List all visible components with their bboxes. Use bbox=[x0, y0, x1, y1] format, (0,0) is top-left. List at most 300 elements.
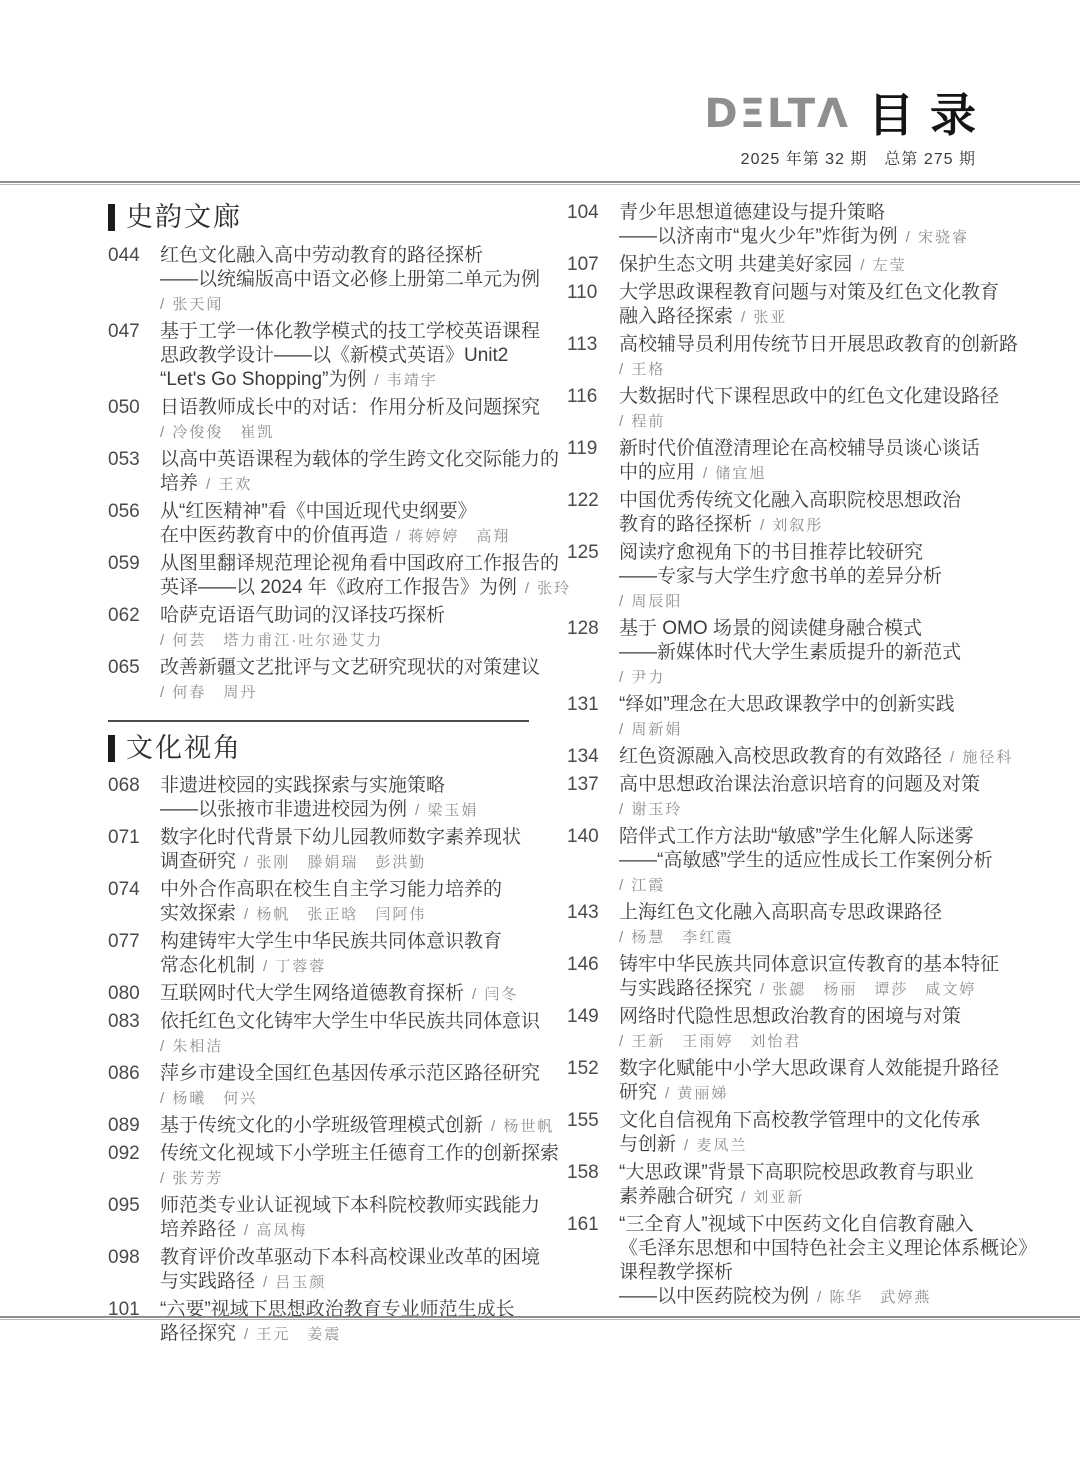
toc-entry bbox=[108, 1142, 560, 1191]
entry-lines bbox=[619, 1161, 988, 1210]
entry-authors: / 蒋婷婷 高翔 bbox=[396, 527, 511, 545]
entry-line bbox=[619, 901, 988, 925]
entry-lines bbox=[160, 244, 541, 317]
entry-title-text: 与实践路径 bbox=[160, 1271, 256, 1293]
entry-page-number: 044 bbox=[108, 244, 140, 266]
entry-page-number: 074 bbox=[108, 879, 140, 901]
entry-line bbox=[160, 1246, 541, 1270]
section-divider bbox=[108, 720, 529, 722]
toc-entry bbox=[108, 982, 529, 1007]
entry-line bbox=[160, 954, 529, 979]
entry-line bbox=[619, 1005, 988, 1029]
entry-lines bbox=[160, 500, 529, 549]
section-title: 文化视角 bbox=[126, 732, 242, 763]
entry-page-number: 092 bbox=[108, 1143, 140, 1165]
entry-page-number: 050 bbox=[108, 396, 140, 418]
entry-title-text: 日语教师成长中的对话：作用分析及问题探究 bbox=[160, 396, 541, 418]
entry-title-text: 陪伴式工作方法助“敏感”学生化解人际迷雾 bbox=[619, 826, 974, 847]
entry-line bbox=[619, 1237, 1038, 1261]
entry-lines bbox=[619, 745, 1014, 770]
entry-page-number: 059 bbox=[108, 552, 140, 574]
entry-lines bbox=[160, 320, 541, 393]
entry-authors: / 丁蓉蓉 bbox=[263, 958, 327, 976]
entry-lines bbox=[160, 982, 529, 1007]
entry-line bbox=[619, 201, 988, 225]
entry-page-number: 113 bbox=[567, 334, 598, 355]
entry-page-number: 146 bbox=[567, 954, 599, 975]
entry-authors: / 王元 姜震 bbox=[244, 1326, 342, 1344]
entry-title-text: 哈萨克语语气助词的汉译技巧探析 bbox=[160, 604, 446, 626]
entry-lines bbox=[160, 1114, 555, 1139]
entry-page-number: 158 bbox=[567, 1162, 599, 1183]
entry-authors: / 谢玉玲 bbox=[619, 801, 683, 818]
entry-title-text: 素养融合研究 bbox=[619, 1186, 734, 1207]
entry-page-number: 080 bbox=[108, 983, 140, 1005]
entry-line bbox=[619, 385, 1000, 409]
entry-title-text: 数字化时代背景下幼儿园教师数字素养现状 bbox=[160, 827, 522, 849]
entry-title-text: 大学思政课程教育问题与对策及红色文化教育 bbox=[619, 282, 1000, 303]
section-header bbox=[108, 203, 529, 233]
entry-page-number: 116 bbox=[567, 386, 598, 407]
entry-lines bbox=[160, 1194, 541, 1243]
entry-authors: / 宋骁睿 bbox=[905, 229, 969, 246]
entry-lines bbox=[619, 901, 988, 950]
entry-authors: / 杨慧 李红霞 bbox=[619, 929, 734, 946]
toc-entry bbox=[567, 333, 1019, 382]
entry-line bbox=[619, 1285, 988, 1310]
entry-title-text: “三全育人”视域下中医药文化自信教育融入 bbox=[619, 1214, 974, 1235]
section-header bbox=[108, 734, 529, 764]
toc-entry bbox=[567, 901, 988, 950]
entry-authors: / 杨曦 何兴 bbox=[160, 1090, 258, 1108]
toc-entry bbox=[108, 930, 529, 979]
entry-title-text: 中国优秀传统文化融入高职院校思想政治 bbox=[619, 490, 962, 511]
entry-page-number: 089 bbox=[108, 1115, 140, 1137]
entry-line bbox=[619, 541, 988, 565]
entry-line bbox=[619, 977, 988, 1002]
entry-authors: / 冷俊俊 崔凯 bbox=[160, 423, 275, 441]
entry-title-text: 培养 bbox=[160, 472, 199, 494]
section-marker-bar bbox=[108, 735, 115, 762]
toc-entry bbox=[108, 878, 529, 927]
toc-entry bbox=[567, 745, 1014, 770]
toc-entry bbox=[108, 1114, 555, 1139]
entry-line bbox=[160, 1010, 541, 1034]
entry-title-text: 萍乡市建设全国红色基因传承示范区路径研究 bbox=[160, 1063, 541, 1085]
toc-entry bbox=[567, 825, 993, 898]
entry-page-number: 101 bbox=[108, 1299, 140, 1321]
entry-title-text: 依托红色文化铸牢大学生中华民族共同体意识 bbox=[160, 1011, 541, 1033]
entry-title-text: 互联网时代大学生网络道德教育探析 bbox=[160, 983, 465, 1005]
entry-lines bbox=[160, 604, 529, 653]
entry-line bbox=[160, 1218, 529, 1243]
entry-line bbox=[619, 1161, 988, 1185]
entry-lines bbox=[160, 1298, 529, 1347]
entry-lines bbox=[160, 1142, 560, 1191]
entry-line bbox=[160, 368, 529, 393]
entry-title-text: 实效探索 bbox=[160, 903, 237, 925]
entry-title-text: 上海红色文化融入高职高专思政课路径 bbox=[619, 902, 943, 923]
toc-entry bbox=[567, 773, 988, 822]
toc-entry bbox=[108, 604, 529, 653]
entry-title-text: 路径探究 bbox=[160, 1323, 237, 1345]
entry-line bbox=[619, 1109, 988, 1133]
entry-title-text: “Let's Go Shopping”为例 bbox=[160, 368, 367, 390]
toc-entry bbox=[108, 826, 529, 875]
entry-title-text: ——新媒体时代大学生素质提升的新范式 bbox=[619, 642, 962, 663]
entry-line bbox=[160, 1322, 529, 1347]
toc-entry bbox=[567, 693, 988, 742]
entry-line bbox=[619, 437, 988, 461]
entry-lines bbox=[619, 617, 988, 690]
toc-entry bbox=[567, 1057, 1000, 1106]
entry-line bbox=[160, 1086, 529, 1111]
entry-lines bbox=[619, 541, 988, 614]
entry-line bbox=[619, 665, 988, 690]
entry-title-text: 大数据时代下课程思政中的红色文化建设路径 bbox=[619, 386, 1000, 407]
entry-authors: / 韦靖宇 bbox=[374, 371, 438, 389]
entry-line bbox=[619, 281, 1000, 305]
entry-line bbox=[619, 1213, 988, 1237]
entry-line bbox=[160, 982, 529, 1007]
entry-title-text: 与创新 bbox=[619, 1134, 677, 1155]
entry-lines bbox=[160, 448, 560, 497]
delta-logo: DΞLTΛ bbox=[704, 91, 850, 137]
entry-page-number: 110 bbox=[567, 282, 598, 303]
entry-line bbox=[619, 305, 988, 330]
toc-entry bbox=[108, 1010, 541, 1059]
toc-entry bbox=[108, 244, 541, 317]
footer-rule bbox=[0, 1316, 1080, 1320]
entry-page-number: 137 bbox=[567, 774, 599, 795]
entry-title-text: 阅读疗愈视角下的书目推荐比较研究 bbox=[619, 542, 924, 563]
entry-title-text: “绎如”理念在大思政课教学中的创新实践 bbox=[619, 694, 955, 715]
entry-line bbox=[160, 798, 529, 823]
entry-page-number: 149 bbox=[567, 1006, 599, 1027]
entry-lines bbox=[619, 385, 1000, 434]
entry-authors: / 王欢 bbox=[206, 475, 253, 493]
entry-authors: / 储宜旭 bbox=[703, 465, 767, 482]
issue-info: 2025 年第 32 期 总第 275 期 bbox=[740, 151, 976, 168]
entry-authors: / 刘叙彤 bbox=[760, 517, 824, 534]
entry-line bbox=[160, 1142, 560, 1166]
entry-line bbox=[160, 268, 541, 292]
entry-title-text: 常态化机制 bbox=[160, 955, 256, 977]
toc-entry bbox=[567, 617, 988, 690]
entry-authors: / 杨帆 张正晗 闫阿伟 bbox=[244, 906, 427, 924]
entry-line bbox=[160, 1062, 541, 1086]
entry-line bbox=[619, 1185, 988, 1210]
entry-title-text: 中的应用 bbox=[619, 462, 696, 483]
entry-authors: / 刘亚新 bbox=[741, 1189, 805, 1206]
entry-authors: / 麦凤兰 bbox=[684, 1137, 748, 1154]
entry-page-number: 119 bbox=[567, 438, 598, 459]
entry-title-text: ——专家与大学生疗愈书单的差异分析 bbox=[619, 566, 943, 587]
entry-title-text: 教育评价改革驱动下本科高校课业改革的困境 bbox=[160, 1247, 541, 1269]
entry-authors: / 高凤梅 bbox=[244, 1222, 308, 1240]
entry-line bbox=[619, 797, 988, 822]
toc-entry bbox=[108, 396, 541, 445]
entry-title-text: 数字化赋能中小学大思政课育人效能提升路径 bbox=[619, 1058, 1000, 1079]
entry-line bbox=[619, 617, 988, 641]
entry-title-text: 基于工学一体化教学模式的技工学校英语课程 bbox=[160, 320, 541, 342]
entry-title-text: 以高中英语课程为载体的学生跨文化交际能力的 bbox=[160, 448, 560, 470]
entry-line bbox=[160, 656, 541, 680]
toc-entry bbox=[108, 552, 572, 601]
entry-title-text: ——以统编版高中语文必修上册第二单元为例 bbox=[160, 268, 541, 290]
entry-title-text: 从“红医精神”看《中国近现代史纲要》 bbox=[160, 500, 477, 522]
toc-entry bbox=[108, 774, 529, 823]
entry-line bbox=[160, 472, 529, 497]
entry-lines bbox=[160, 826, 529, 875]
entry-lines bbox=[619, 253, 988, 278]
entry-authors: / 闫冬 bbox=[472, 986, 519, 1004]
entry-line bbox=[160, 576, 572, 601]
entry-line bbox=[619, 953, 1000, 977]
entry-lines bbox=[619, 281, 1000, 330]
entry-line bbox=[160, 850, 529, 875]
entry-authors: / 张勰 杨丽 谭莎 咸文婷 bbox=[760, 981, 977, 998]
entry-page-number: 161 bbox=[567, 1214, 599, 1235]
toc-entry bbox=[108, 656, 541, 705]
entry-title-text: 研究 bbox=[619, 1082, 658, 1103]
entry-title-text: 从图里翻译规范理论视角看中国政府工作报告的 bbox=[160, 552, 560, 574]
entry-line bbox=[160, 344, 529, 368]
entry-line bbox=[619, 565, 988, 589]
entry-title-text: 非遗进校园的实践探索与实施策略 bbox=[160, 775, 446, 797]
entry-line bbox=[160, 1194, 541, 1218]
toc-entry bbox=[567, 201, 988, 250]
entry-line bbox=[160, 774, 529, 798]
entry-title-text: 师范类专业认证视域下本科院校教师实践能力 bbox=[160, 1195, 541, 1217]
entry-page-number: 071 bbox=[108, 827, 140, 849]
entry-line bbox=[619, 1081, 988, 1106]
toc-entry bbox=[108, 1062, 541, 1111]
entry-line bbox=[160, 292, 529, 317]
entry-page-number: 053 bbox=[108, 448, 140, 470]
entry-title-text: 网络时代隐性思想政治教育的困境与对策 bbox=[619, 1006, 962, 1027]
entry-page-number: 128 bbox=[567, 618, 599, 639]
entry-title-text: “大思政课”背景下高职院校思政教育与职业 bbox=[619, 1162, 974, 1183]
entry-page-number: 098 bbox=[108, 1247, 140, 1269]
entry-page-number: 056 bbox=[108, 500, 140, 522]
entry-line bbox=[160, 396, 541, 420]
entry-title-text: 与实践路径探究 bbox=[619, 978, 753, 999]
entry-page-number: 140 bbox=[567, 826, 599, 847]
entry-line bbox=[619, 489, 988, 513]
entry-line bbox=[619, 1057, 1000, 1081]
entry-title-text: 在中医药教育中的价值再造 bbox=[160, 524, 389, 546]
entry-line bbox=[619, 333, 1019, 357]
entry-line bbox=[160, 604, 529, 628]
entry-line bbox=[619, 693, 988, 717]
entry-lines bbox=[619, 201, 988, 250]
entry-authors: / 朱相洁 bbox=[160, 1038, 224, 1056]
entry-page-number: 077 bbox=[108, 931, 140, 953]
entry-authors: / 张玲 bbox=[524, 579, 572, 597]
entry-lines bbox=[619, 333, 1019, 382]
entry-line bbox=[619, 461, 988, 486]
toc-column-right bbox=[567, 201, 1038, 1350]
entry-lines bbox=[619, 1213, 1038, 1310]
entry-authors: / 左莹 bbox=[860, 257, 907, 274]
entry-page-number: 134 bbox=[567, 746, 599, 767]
entry-line bbox=[619, 717, 988, 742]
toc-entry bbox=[108, 500, 529, 549]
entry-page-number: 107 bbox=[567, 254, 599, 275]
toc-entry bbox=[108, 320, 541, 393]
entry-title-text: “六要”视域下思想政治教育专业师范生成长 bbox=[160, 1299, 515, 1321]
toc-columns bbox=[0, 185, 1080, 1350]
entry-line bbox=[619, 925, 988, 950]
entry-line bbox=[619, 773, 988, 797]
entry-lines bbox=[160, 552, 572, 601]
entry-line bbox=[160, 320, 541, 344]
entry-lines bbox=[619, 1005, 988, 1054]
entry-lines bbox=[619, 953, 1000, 1002]
entry-page-number: 104 bbox=[567, 202, 599, 223]
entry-line bbox=[160, 878, 529, 902]
entry-line bbox=[619, 589, 988, 614]
entry-lines bbox=[619, 773, 988, 822]
entry-authors: / 黄丽娣 bbox=[665, 1085, 729, 1102]
entry-authors: / 张刚 滕娟瑞 彭洪勤 bbox=[244, 854, 427, 872]
entry-authors: / 何芸 塔力甫江·吐尔逊艾力 bbox=[160, 631, 384, 649]
entry-authors: / 杨世帆 bbox=[491, 1118, 555, 1136]
entry-line bbox=[619, 745, 1014, 770]
section-marker-bar bbox=[108, 204, 115, 231]
entry-authors: / 吕玉颜 bbox=[263, 1274, 327, 1292]
entry-line bbox=[619, 849, 993, 873]
toc-entry bbox=[567, 437, 988, 486]
entry-lines bbox=[160, 930, 529, 979]
entry-line bbox=[619, 513, 988, 538]
entry-title-text: 传统文化视域下小学班主任德育工作的创新探索 bbox=[160, 1143, 560, 1165]
toc-entry bbox=[108, 1194, 541, 1243]
toc-entry bbox=[567, 253, 988, 278]
entry-line bbox=[619, 1133, 988, 1158]
toc-entry bbox=[567, 1161, 988, 1210]
entry-title-text: 融入路径探索 bbox=[619, 306, 734, 327]
entry-authors: / 张芳芳 bbox=[160, 1170, 224, 1188]
entry-line bbox=[160, 680, 529, 705]
entry-title-text: 基于传统文化的小学班级管理模式创新 bbox=[160, 1115, 484, 1137]
entry-line bbox=[619, 825, 988, 849]
entry-page-number: 068 bbox=[108, 775, 140, 797]
entry-page-number: 131 bbox=[567, 694, 599, 715]
entry-authors: / 张天闻 bbox=[160, 295, 224, 313]
toc-entry bbox=[108, 1246, 541, 1295]
entry-line bbox=[160, 1114, 555, 1139]
entry-line bbox=[160, 1034, 529, 1059]
entry-lines bbox=[160, 878, 529, 927]
entry-page-number: 086 bbox=[108, 1063, 140, 1085]
entry-lines bbox=[160, 1246, 541, 1295]
section-title: 史韵文廊 bbox=[126, 202, 242, 232]
entry-title-text: 高中思想政治课法治意识培育的问题及对策 bbox=[619, 774, 981, 795]
entry-line bbox=[619, 641, 988, 665]
entry-title-text: 高校辅导员利用传统节日开展思政教育的创新路 bbox=[619, 334, 1019, 355]
entry-line bbox=[619, 1261, 988, 1285]
entry-title-text: 构建铸牢大学生中华民族共同体意识教育 bbox=[160, 931, 503, 953]
entry-title-text: ——以济南市“鬼火少年”炸街为例 bbox=[619, 226, 898, 247]
toc-entry bbox=[567, 489, 988, 538]
entry-title-text: 培养路径 bbox=[160, 1219, 237, 1241]
entry-title-text: 青少年思想道德建设与提升策略 bbox=[619, 202, 886, 223]
entry-authors: / 程前 bbox=[619, 413, 666, 430]
entry-authors: / 江霞 bbox=[619, 877, 666, 894]
entry-line bbox=[619, 357, 988, 382]
entry-line bbox=[160, 628, 529, 653]
entry-title-text: 红色文化融入高中劳动教育的路径探析 bbox=[160, 244, 484, 266]
logo-row bbox=[704, 88, 992, 142]
entry-lines bbox=[619, 437, 988, 486]
entry-line bbox=[160, 448, 560, 472]
entry-line bbox=[619, 1029, 988, 1054]
toc-entry bbox=[567, 953, 1000, 1002]
entry-authors: / 周辰阳 bbox=[619, 593, 683, 610]
entry-title-text: 思政教学设计——以《新模式英语》Unit2 bbox=[160, 344, 509, 366]
entry-authors: / 王新 王雨婷 刘怡君 bbox=[619, 1033, 802, 1050]
entry-lines bbox=[619, 489, 988, 538]
entry-title-text: ——“高敏感”学生的适应性成长工作案例分析 bbox=[619, 850, 993, 871]
toc-entry bbox=[108, 448, 560, 497]
entry-title-text: ——以中医药院校为例 bbox=[619, 1286, 810, 1307]
entry-page-number: 095 bbox=[108, 1195, 140, 1217]
entry-title-text: 文化自信视角下高校教学管理中的文化传承 bbox=[619, 1110, 981, 1131]
entry-title-text: 基于 OMO 场景的阅读健身融合模式 bbox=[619, 618, 922, 639]
entry-authors: / 陈华 武婷燕 bbox=[817, 1289, 932, 1306]
entry-lines bbox=[160, 656, 541, 705]
entry-title-text: 改善新疆文艺批评与文艺研究现状的对策建议 bbox=[160, 656, 541, 678]
toc-column-left bbox=[108, 201, 572, 1350]
entry-line bbox=[160, 244, 529, 268]
page-header bbox=[0, 0, 1080, 169]
entry-line bbox=[160, 420, 529, 445]
entry-title-text: 调查研究 bbox=[160, 851, 237, 873]
toc-entry bbox=[108, 1298, 529, 1347]
entry-line bbox=[619, 225, 988, 250]
toc-entry bbox=[567, 1109, 988, 1158]
entry-authors: / 何春 周丹 bbox=[160, 683, 258, 701]
page-title: 目录 bbox=[868, 88, 992, 142]
entry-title-text: 红色资源融入高校思政教育的有效路径 bbox=[619, 746, 943, 767]
entry-lines bbox=[160, 774, 529, 823]
entry-page-number: 152 bbox=[567, 1058, 599, 1079]
entry-lines bbox=[160, 396, 541, 445]
entry-line bbox=[160, 1270, 529, 1295]
entry-lines bbox=[160, 1062, 541, 1111]
entry-line bbox=[160, 552, 560, 576]
entry-lines bbox=[619, 693, 988, 742]
entry-page-number: 155 bbox=[567, 1110, 599, 1131]
entry-line bbox=[160, 826, 529, 850]
entry-page-number: 062 bbox=[108, 604, 140, 626]
entry-lines bbox=[619, 1057, 1000, 1106]
toc-entry bbox=[567, 541, 988, 614]
toc-entry bbox=[567, 281, 1000, 330]
entry-page-number: 047 bbox=[108, 320, 140, 342]
entry-page-number: 125 bbox=[567, 542, 599, 563]
entry-lines bbox=[619, 825, 993, 898]
entry-line bbox=[619, 409, 988, 434]
entry-line bbox=[160, 902, 529, 927]
toc-entry bbox=[567, 1005, 988, 1054]
entry-title-text: ——以张掖市非遗进校园为例 bbox=[160, 799, 408, 821]
entry-line bbox=[160, 524, 529, 549]
entry-lines bbox=[619, 1109, 988, 1158]
entry-title-text: 课程教学探析 bbox=[619, 1262, 734, 1283]
